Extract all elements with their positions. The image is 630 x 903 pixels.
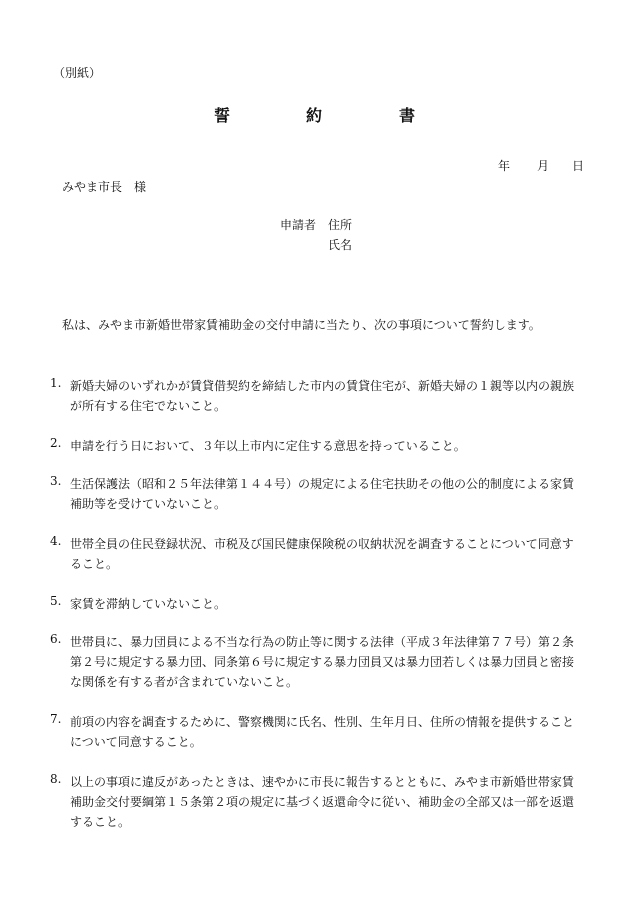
item-text-line: 第２号に規定する暴力団、同条第６号に規定する暴力団員又は暴力団若しくは暴力団員と密接 (70, 655, 575, 669)
item-number: 6. (50, 632, 62, 646)
item-text-line: 新婚夫婦のいずれかが賃貸借契約を締結した市内の賃貸住宅が、新婚夫婦の１親等以内の親族 (70, 379, 575, 393)
attachment-label: （別紙） (53, 66, 102, 80)
item-text-line: 補助金交付要綱第１５条第２項の規定に基づく返還命令に従い、補助金の全部又は一部を返還 (70, 795, 575, 809)
pledge-item-5 (50, 594, 590, 614)
name-label: 氏名 (328, 238, 353, 252)
item-text-line: 以上の事項に違反があったときは、速やかに市長に報告するとともに、みやま市新婚世帯家賃 (70, 775, 574, 789)
item-text-line: について同意すること。 (70, 735, 202, 749)
item-text-line: 世帯全員の住民登録状況、市税及び国民健康保険税の収納状況を調査することについて同意す (70, 537, 574, 551)
item-text-line: 補助等を受けていないこと。 (70, 497, 227, 511)
date-month-label: 月 (537, 159, 550, 173)
title-char-1: 誓 (214, 106, 231, 125)
pledge-item-7 (50, 712, 590, 752)
date-day-label: 日 (572, 159, 585, 173)
pledge-item-8 (50, 772, 590, 832)
item-text-line: な関係を有する者が含まれていないこと。 (70, 675, 299, 689)
pledge-item-4 (50, 534, 590, 574)
pledge-item-6 (50, 632, 590, 692)
item-text-line: 申請を行う日において、３年以上市内に定住する意思を持っていること。 (70, 439, 466, 453)
item-text-line: 前項の内容を調査するために、警察機関に氏名、性別、生年月日、住所の情報を提供すること (70, 715, 575, 729)
pledge-item-3 (50, 474, 590, 514)
title-char-2: 約 (306, 106, 323, 125)
item-text-line: 世帯員に、暴力団員による不当な行為の防止等に関する法律（平成３年法律第７７号）第２条 (70, 635, 575, 649)
item-text-line: ること。 (70, 557, 119, 571)
item-text-line: が所有する住宅でないこと。 (70, 399, 227, 413)
title-char-3: 書 (399, 106, 416, 125)
item-text-line: すること。 (70, 815, 131, 829)
address-label: 住所 (328, 218, 353, 232)
item-number: 1. (50, 376, 62, 390)
item-text-line: 家賃を滞納していないこと。 (70, 597, 227, 611)
date-year-label: 年 (498, 159, 511, 173)
item-text-line: 生活保護法（昭和２５年法律第１４４号）の規定による住宅扶助その他の公的制度による家賃 (70, 477, 575, 491)
pledge-item-2 (50, 436, 590, 456)
item-number: 5. (50, 594, 62, 608)
pledge-item-1 (50, 376, 590, 416)
item-number: 2. (50, 436, 62, 450)
item-number: 3. (50, 474, 62, 488)
addressee: みやま市長 様 (62, 180, 147, 194)
applicant-label: 申請者 (280, 218, 317, 232)
intro-statement: 私は、みやま市新婚世帯家賃補助金の交付申請に当たり、次の事項について誓約します。 (62, 318, 541, 332)
item-number: 7. (50, 712, 62, 726)
item-number: 4. (50, 534, 62, 548)
item-number: 8. (50, 772, 62, 786)
